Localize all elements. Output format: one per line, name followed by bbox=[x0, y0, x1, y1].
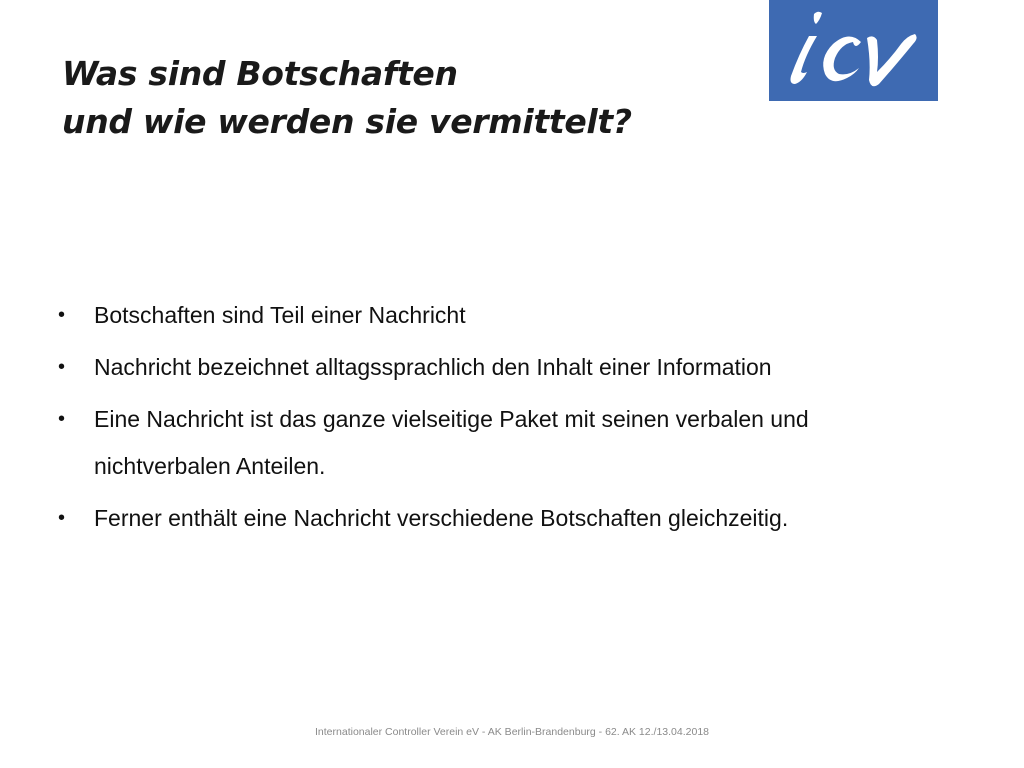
slide-title bbox=[62, 50, 742, 146]
icv-logo bbox=[769, 0, 938, 101]
bullet-text: Botschaften sind Teil einer Nachricht bbox=[94, 302, 466, 328]
bullet-item bbox=[58, 344, 938, 391]
slide-footer: Internationaler Controller Verein eV - AK Berlin-Brandenburg - 62. AK 12./13.04.2018 bbox=[315, 726, 709, 738]
icv-logo-mark bbox=[769, 0, 938, 101]
bullet-item bbox=[58, 396, 938, 490]
title-line-1: Was sind Botschaften bbox=[62, 54, 458, 93]
bullet-item bbox=[58, 495, 938, 542]
bullet-text: Nachricht bezeichnet alltagssprachlich den Inhalt einer Information bbox=[94, 354, 772, 380]
bullet-marker: • bbox=[58, 356, 66, 378]
bullet-text: Ferner enthält eine Nachricht verschiedene Botschaften gleichzeitig. bbox=[94, 505, 789, 531]
bullet-marker: • bbox=[58, 507, 66, 529]
bullet-item bbox=[58, 292, 938, 339]
bullet-list bbox=[58, 292, 938, 547]
bullet-marker: • bbox=[58, 408, 66, 430]
title-line-2: und wie werden sie vermittelt? bbox=[62, 102, 632, 141]
bullet-marker: • bbox=[58, 304, 66, 326]
bullet-text: Eine Nachricht ist das ganze vielseitige Paket mit seinen verbalen und nichtverbalen Anteilen. bbox=[94, 406, 809, 479]
